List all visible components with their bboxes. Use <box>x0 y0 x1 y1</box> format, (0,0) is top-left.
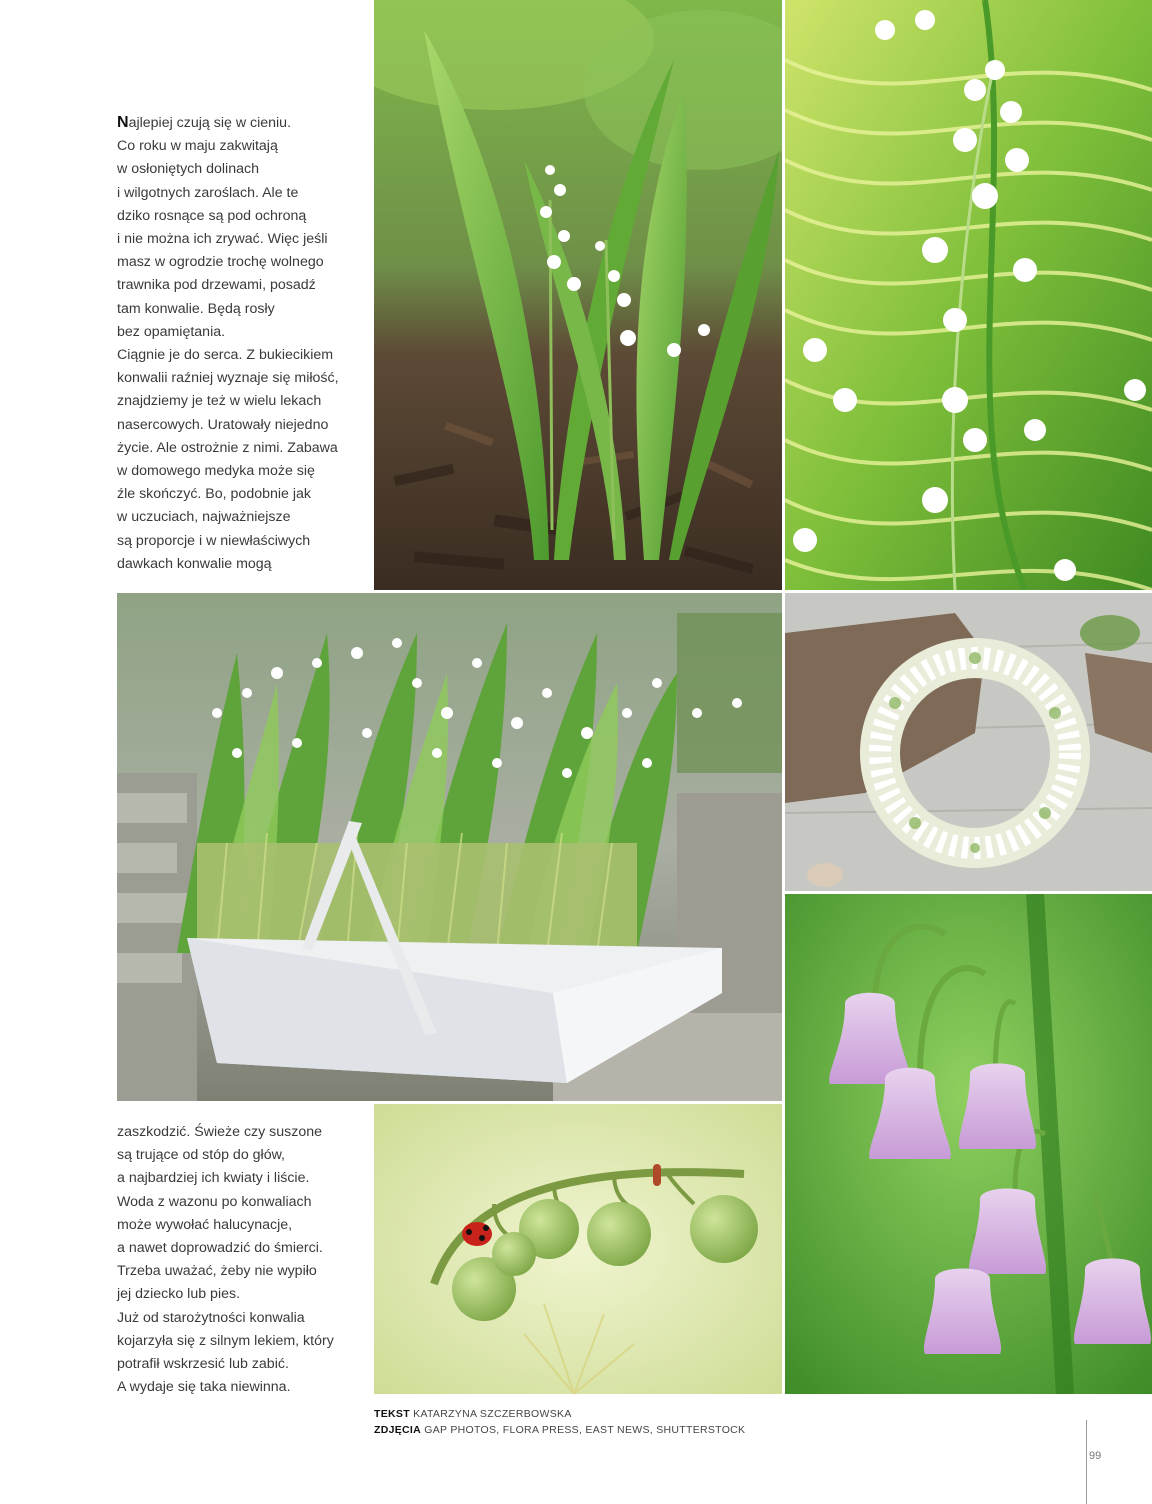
article-column-2: zaszkodzić. Świeże czy suszone są trujące od stóp do głów, a najbardziej ich kwiaty i liście. Woda z wazonu po konwaliach może wywołać halucynacje, a nawet doprowadzić do śmierci. Trzeba uważać, żeby nie wypiło jej dziecko lub pies. Już od starożytności konwalia kojarzyła się z silnym lekiem, który potrafił wskrzesić lub zabić. A wydaje się taka niewinna. <box>117 1124 334 1396</box>
article-column-1-text: ajlepiej czują się w cieniu. Co roku w maju zakwitają w osłoniętych dolinach i wilgotnych zaroślach. Ale te dziko rosnące są pod ochroną i nie można ich zrywać. Więc jeśli masz w ogrodzie trochę wolnego trawnika pod drzewami, posadź tam konwalie. Będą rosły bez opamiętania. Ciągnie je do serca. Z bukiecikiem konwalii raźniej wyznaje się miłość, znajdziemy je też w wielu lekach nasercowych. Uratowały niejedno życie. Ale ostrożnie z nimi. Zabawa w domowego medyka może się źle skończyć. Bo, podobnie jak w uczuciach, najważniejsze są proporcje i w niewłaściwych dawkach konwalie mogą <box>117 115 339 572</box>
photo-credit-value: GAP PHOTOS, FLORA PRESS, EAST NEWS, SHUTTERSTOCK <box>424 1424 746 1436</box>
photo-credits <box>374 1406 745 1438</box>
page-number-divider <box>1086 1420 1087 1504</box>
photo-berries-ladybird <box>374 1104 782 1394</box>
text-credit-label: TEKST <box>374 1408 410 1420</box>
photo-seedlings-mulch <box>374 0 782 590</box>
photo-striped-leaves <box>785 0 1152 590</box>
photo-flower-wreath <box>785 593 1152 891</box>
article-column-1 <box>117 111 367 576</box>
photo-basket-planter <box>117 593 782 1101</box>
text-credit-value: KATARZYNA SZCZERBOWSKA <box>413 1408 572 1420</box>
page-number: 99 <box>1089 1450 1102 1462</box>
photo-credit <box>374 1422 745 1438</box>
drop-cap: N <box>117 114 129 131</box>
photo-pink-bells <box>785 894 1152 1394</box>
photo-credit-label: ZDJĘCIA <box>374 1424 422 1436</box>
text-credit <box>374 1406 745 1422</box>
